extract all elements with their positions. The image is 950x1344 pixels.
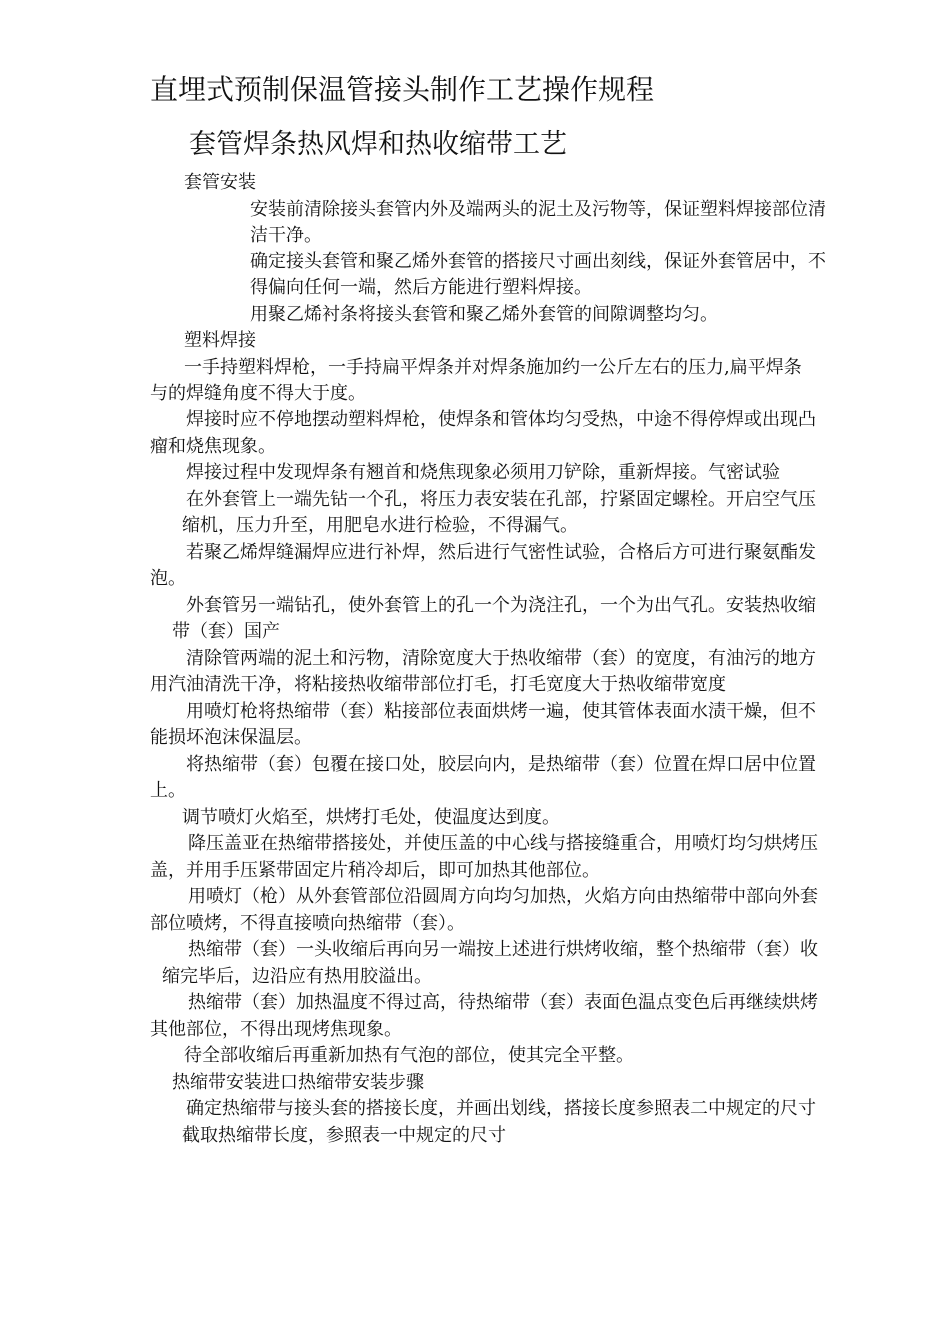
paragraph-line: 焊接过程中发现焊条有翘首和烧焦现象必须用刀铲除，重新焊接。气密试验 [186,462,780,483]
paragraph-line: 降压盖亚在热缩带搭接处，并使压盖的中心线与搭接缝重合，用喷灯均匀烘烤压 [188,833,818,854]
paragraph-line: 外套管另一端钻孔，使外套管上的孔一个为浇注孔，一个为出气孔。安装热收缩 [186,595,816,616]
paragraph-line: 用汽油清洗干净，将粘接热收缩带部位打毛，打毛宽度大于热收缩带宽度 [150,674,726,695]
paragraph-line: 热缩带（套）加热温度不得过高，待热缩带（套）表面色温点变色后再继续烘烤 [188,992,818,1013]
paragraph-line: 将热缩带（套）包覆在接口处，胶层向内，是热缩带（套）位置在焊口居中位置 [186,754,816,775]
section-heading-heat-shrink-steps: 热缩带安装进口热缩带安装步骤 [172,1072,424,1093]
paragraph-line: 安装前清除接头套管内外及端两头的泥土及污物等，保证塑料焊接部位清 [250,199,826,220]
paragraph-line: 调节喷灯火焰至，烘烤打毛处，使温度达到度。 [182,807,560,828]
paragraph-line: 与的焊缝角度不得大于度。 [150,383,366,404]
paragraph-line: 盖，并用手压紧带固定片稍冷却后，即可加热其他部位。 [150,860,600,881]
paragraph-line: 缩机，压力升至，用肥皂水进行检验，不得漏气。 [182,515,578,536]
paragraph-line: 确定热缩带与接头套的搭接长度，并画出划线，搭接长度参照表二中规定的尺寸 [186,1098,816,1119]
paragraph-line: 洁干净。 [250,225,322,246]
paragraph-line: 清除管两端的泥土和污物，清除宽度大于热收缩带（套）的宽度，有油污的地方 [186,648,816,669]
paragraph-line: 泡。 [150,568,186,589]
paragraph-line: 缩完毕后，边沿应有热用胶溢出。 [162,966,432,987]
paragraph-line: 确定接头套管和聚乙烯外套管的搭接尺寸画出刻线，保证外套管居中，不 [250,251,826,272]
document-subtitle: 套管焊条热风焊和热收缩带工艺 [189,129,567,160]
paragraph-line: 热缩带（套）一头收缩后再向另一端按上述进行烘烤收缩，整个热缩带（套）收 [188,939,818,960]
paragraph-line: 得偏向任何一端，然后方能进行塑料焊接。 [250,277,592,298]
paragraph-line: 瘤和烧焦现象。 [150,436,276,457]
paragraph-line: 用喷灯（枪）从外套管部位沿圆周方向均匀加热，火焰方向由热缩带中部向外套 [188,886,818,907]
paragraph-line: 上。 [150,780,186,801]
paragraph-line: 截取热缩带长度，参照表一中规定的尺寸 [182,1125,506,1146]
document-title: 直埋式预制保温管接头制作工艺操作规程 [150,73,655,106]
paragraph-line: 用喷灯枪将热缩带（套）粘接部位表面烘烤一遍，使其管体表面水渍干燥，但不 [186,701,816,722]
paragraph-line: 一手持塑料焊枪，一手持扁平焊条并对焊条施加约一公斤左右的压力,扁平焊条 [184,357,802,378]
paragraph-line: 若聚乙烯焊缝漏焊应进行补焊，然后进行气密性试验，合格后方可进行聚氨酯发 [186,542,816,563]
section-heading-sleeve-installation: 套管安装 [184,172,256,193]
paragraph-line: 带（套）国产 [172,621,280,642]
paragraph-line: 部位喷烤，不得直接喷向热缩带（套）。 [150,913,465,934]
paragraph-line: 待全部收缩后再重新加热有气泡的部位，使其完全平整。 [184,1045,634,1066]
paragraph-line: 用聚乙烯衬条将接头套管和聚乙烯外套管的间隙调整均匀。 [250,304,718,325]
paragraph-line: 在外套管上一端先钻一个孔，将压力表安装在孔部，拧紧固定螺栓。开启空气压 [186,489,816,510]
paragraph-line: 能损坏泡沫保温层。 [150,727,312,748]
section-heading-plastic-welding: 塑料焊接 [184,330,256,351]
paragraph-line: 其他部位，不得出现烤焦现象。 [150,1019,402,1040]
paragraph-line: 焊接时应不停地摆动塑料焊枪，使焊条和管体均匀受热，中途不得停焊或出现凸 [186,409,816,430]
